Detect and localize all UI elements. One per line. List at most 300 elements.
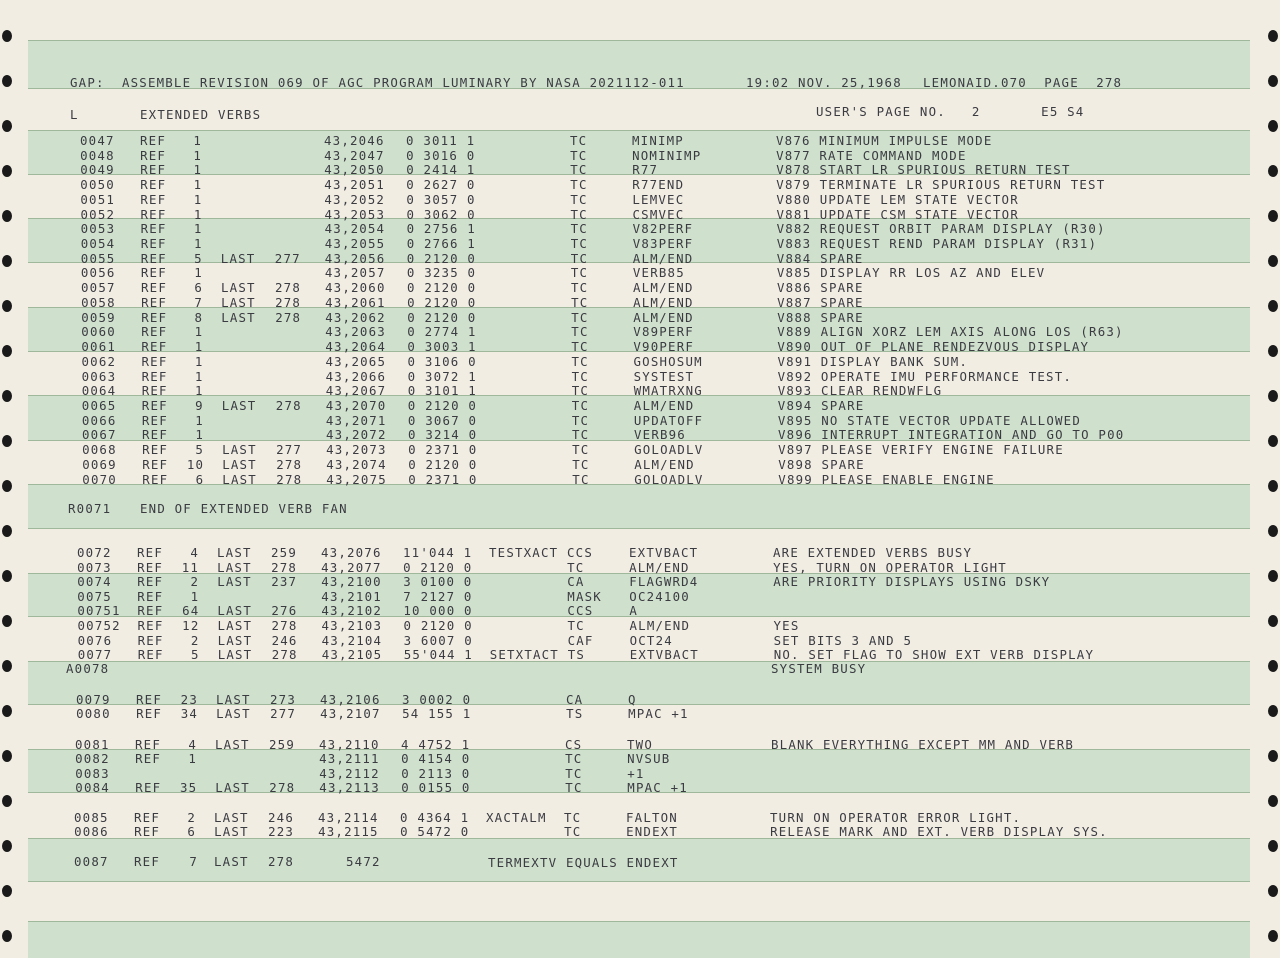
- memory-address: 43,2101: [321, 589, 382, 604]
- comment: V881 UPDATE CSM STATE VECTOR: [776, 207, 1019, 222]
- listing-line-number: 0063: [81, 369, 117, 384]
- listing-line-number: 0079: [76, 692, 111, 707]
- octal-word: 4 4752 1: [401, 737, 471, 752]
- octal-word: 0 3057 0: [406, 192, 476, 207]
- memory-address: 43,2112: [319, 766, 380, 781]
- operand: R77: [632, 162, 659, 177]
- opcode: TC: [570, 265, 589, 280]
- last-label: LAST: [222, 472, 257, 487]
- memory-address: 43,2073: [326, 442, 387, 457]
- tractor-hole: [1268, 435, 1278, 447]
- operand: SYSTEST: [633, 369, 695, 384]
- octal-word: 0 2766 1: [406, 236, 476, 251]
- ref-label: REF: [140, 133, 166, 148]
- listing-line-number: 0075: [77, 589, 112, 604]
- memory-address: 43,2107: [320, 706, 381, 721]
- opcode: TC: [570, 148, 588, 163]
- operand: ALM/END: [634, 457, 695, 472]
- last-label: LAST: [217, 603, 253, 618]
- octal-word: 0 3062 0: [406, 207, 476, 222]
- operand: GOLOADLV: [634, 442, 704, 457]
- octal-word: 7 2127 0: [403, 589, 473, 604]
- memory-address: 43,2072: [326, 427, 387, 442]
- memory-address: 43,2114: [318, 810, 379, 825]
- tractor-hole: [2, 255, 12, 267]
- opcode: TC: [571, 280, 589, 295]
- last-label: LAST: [221, 280, 256, 295]
- listing-line-number: 0060: [81, 324, 116, 339]
- green-stripe: [28, 921, 1250, 958]
- octal-word: 0 2120 0: [407, 280, 477, 295]
- last-page: 276: [271, 603, 298, 618]
- ref-label: REF: [142, 427, 168, 442]
- tractor-hole: [1268, 930, 1278, 942]
- octal-word: 0 2120 0: [403, 618, 473, 633]
- opcode: TC: [567, 618, 585, 633]
- comment: BLANK EVERYTHING EXCEPT MM AND VERB: [771, 737, 1075, 752]
- memory-address: 43,2074: [326, 457, 387, 472]
- listing-line-number: 0065: [81, 398, 117, 413]
- octal-word: 0 2371 0: [408, 472, 478, 487]
- listing-line-number: 0085: [74, 810, 109, 825]
- octal-word: 0 4154 0: [401, 751, 471, 766]
- opcode: TC: [570, 162, 588, 177]
- comment: V878 START LR SPURIOUS RETURN TEST: [776, 162, 1071, 177]
- tractor-hole: [2, 795, 12, 807]
- operand: CSMVEC: [632, 207, 685, 222]
- tractor-hole: [1268, 885, 1278, 897]
- memory-address: 43,2056: [324, 251, 386, 266]
- user-page-number: USER'S PAGE NO. 2 E5 S4: [816, 104, 1085, 119]
- last-label: LAST: [222, 442, 257, 457]
- ref-label: REF: [137, 545, 163, 560]
- ref-label: REF: [140, 265, 167, 280]
- operand: ALM/END: [629, 560, 690, 575]
- octal-word: 0 3106 0: [407, 354, 477, 369]
- tractor-hole: [2, 570, 12, 582]
- opcode: TC: [570, 177, 588, 192]
- listing-line-number: 0069: [82, 457, 117, 472]
- stripe-rule: [28, 40, 1250, 41]
- ref-count: 11: [181, 560, 200, 575]
- ref-label: REF: [136, 692, 162, 707]
- octal-word: 55'044 1: [403, 647, 473, 662]
- last-label: LAST: [216, 706, 251, 721]
- equate-statement: TERMEXTV EQUALS ENDEXT: [488, 855, 679, 870]
- tractor-hole: [1268, 795, 1278, 807]
- opcode: TC: [572, 472, 590, 487]
- operand: EXTVBACT: [629, 647, 699, 662]
- r0071-line-number: R0071: [68, 501, 112, 516]
- ref-label: REF: [137, 633, 164, 648]
- operand: NVSUB: [627, 751, 671, 766]
- comment: V897 PLEASE VERIFY ENGINE FAILURE: [778, 442, 1064, 457]
- octal-word: 3 0002 0: [402, 692, 472, 707]
- opcode: TC: [570, 192, 588, 207]
- last-page: 278: [276, 472, 303, 487]
- operand: LEMVEC: [632, 192, 685, 207]
- tractor-hole: [2, 750, 12, 762]
- opcode: TC: [571, 413, 590, 428]
- listing-line-number: 0064: [81, 383, 117, 398]
- opcode: TS: [567, 647, 586, 662]
- ref-count: 12: [182, 618, 200, 633]
- ref-count: 1: [193, 133, 202, 148]
- octal-word: 0 3072 1: [407, 369, 477, 384]
- listing-line-number: 0073: [77, 560, 112, 575]
- opcode: TC: [564, 810, 582, 825]
- listing-line-number: 0048: [80, 148, 115, 163]
- stripe-rule: [28, 130, 1250, 131]
- memory-address: 43,2077: [321, 560, 382, 575]
- opcode: TC: [570, 221, 588, 236]
- last-label: LAST: [217, 560, 252, 575]
- stripe-rule: [28, 704, 1250, 705]
- tractor-hole: [2, 480, 12, 492]
- memory-address: 43,2052: [324, 192, 386, 207]
- a0078-comment: SYSTEM BUSY: [771, 661, 867, 676]
- ref-label: REF: [135, 737, 161, 752]
- ref-count: 4: [188, 737, 197, 752]
- last-label: LAST: [217, 633, 253, 648]
- operand: VERB85: [632, 265, 685, 280]
- listing-line-number: 00751: [77, 603, 121, 618]
- ref-label: REF: [135, 780, 162, 795]
- memory-address: 43,2047: [324, 148, 385, 163]
- listing-line-number: 0076: [77, 633, 113, 648]
- listing-line-number: 0050: [80, 177, 115, 192]
- comment: V884 SPARE: [776, 251, 864, 266]
- ref-count: 1: [194, 354, 204, 369]
- memory-address: 43,2076: [321, 545, 382, 560]
- octal-word: 0 3101 1: [407, 383, 477, 398]
- ref-count: 1: [195, 383, 204, 398]
- r0071-remark: END OF EXTENDED VERB FAN: [140, 501, 348, 516]
- equate-value: 5472: [346, 854, 381, 869]
- last-label: LAST: [214, 824, 249, 839]
- last-label: LAST: [215, 780, 250, 795]
- last-page: 277: [270, 706, 297, 721]
- ref-count: 1: [193, 221, 203, 236]
- ref-label: REF: [140, 221, 167, 236]
- opcode: TC: [571, 369, 589, 384]
- tractor-hole: [1268, 615, 1278, 627]
- ref-count: 1: [194, 236, 203, 251]
- ref-label: REF: [137, 603, 164, 618]
- listing-line-number: 0068: [82, 442, 117, 457]
- ref-count: 4: [190, 545, 199, 560]
- stripe-rule: [28, 881, 1250, 882]
- ref-label: REF: [141, 369, 168, 384]
- comment: V887 SPARE: [777, 295, 864, 310]
- ref-label: REF: [134, 810, 160, 825]
- opcode: CA: [566, 692, 584, 707]
- octal-word: 0 3067 0: [407, 413, 478, 428]
- opcode: CCS: [567, 603, 594, 618]
- listing-line-number: 0047: [80, 133, 115, 148]
- octal-word: 0 2756 1: [406, 221, 476, 236]
- memory-address: 43,2111: [319, 751, 380, 766]
- octal-word: 0 2120 0: [407, 398, 478, 413]
- section-title: EXTENDED VERBS: [140, 107, 262, 122]
- ref-count: 1: [194, 369, 204, 384]
- comment: NO. SET FLAG TO SHOW EXT VERB DISPLAY: [773, 647, 1095, 662]
- ref-count: 34: [180, 706, 199, 721]
- ref-count: 2: [190, 574, 200, 589]
- ref-label: REF: [142, 442, 169, 457]
- opcode: TC: [571, 383, 590, 398]
- operand: V82PERF: [632, 221, 694, 236]
- tractor-hole: [2, 300, 12, 312]
- last-label: LAST: [214, 854, 249, 869]
- opcode: CAF: [567, 633, 594, 648]
- operand: WMATRXNG: [633, 383, 703, 398]
- ref-count: 2: [187, 810, 196, 825]
- listing-line-number: 0053: [80, 221, 116, 236]
- last-page: 278: [275, 310, 302, 325]
- listing-line-number: 0066: [81, 413, 117, 428]
- symbol-label: TESTXACT: [489, 545, 559, 560]
- listing-line-number: 0077: [77, 647, 113, 662]
- last-page: 278: [275, 280, 301, 295]
- comment: V891 DISPLAY BANK SUM.: [777, 354, 969, 369]
- operand: GOSHOSUM: [633, 354, 703, 369]
- tractor-hole: [2, 615, 12, 627]
- a0078-line-number: A0078: [66, 661, 110, 676]
- ref-label: REF: [140, 148, 167, 163]
- comment: V879 TERMINATE LR SPURIOUS RETURN TEST: [776, 177, 1106, 192]
- memory-address: 43,2115: [318, 824, 379, 839]
- opcode: TC: [570, 251, 589, 266]
- operand: NOMINIMP: [632, 148, 702, 163]
- memory-address: 43,2063: [325, 324, 386, 339]
- memory-address: 43,2106: [320, 692, 381, 707]
- octal-word: 0 2120 0: [407, 310, 477, 325]
- ref-count: 1: [193, 192, 203, 207]
- opcode: TC: [570, 133, 588, 148]
- comment: V889 ALIGN XORZ LEM AXIS ALONG LOS (R63): [777, 324, 1124, 339]
- listing-line-number: 0083: [75, 766, 110, 781]
- opcode: TC: [564, 824, 582, 839]
- operand: ALM/END: [633, 280, 694, 295]
- comment: V876 MINIMUM IMPULSE MODE: [776, 133, 993, 148]
- tractor-hole: [1268, 840, 1278, 852]
- ref-label: REF: [142, 472, 169, 487]
- listing-line-number: 0080: [76, 706, 111, 721]
- last-label: LAST: [220, 251, 256, 266]
- octal-word: 0 2113 0: [401, 766, 471, 781]
- memory-address: 43,2060: [325, 280, 386, 295]
- last-page: 278: [268, 854, 294, 869]
- last-label: LAST: [217, 574, 252, 589]
- stripe-rule: [28, 921, 1250, 922]
- memory-address: 43,2103: [321, 618, 383, 633]
- ref-count: 23: [180, 692, 198, 707]
- operand: Q: [628, 692, 637, 707]
- operand: V90PERF: [633, 339, 695, 354]
- operand: R77END: [632, 177, 685, 192]
- operand: MPAC +1: [627, 780, 688, 795]
- last-page: 278: [276, 457, 303, 472]
- ref-count: 6: [195, 472, 205, 487]
- comment: V890 OUT OF PLANE RENDEZVOUS DISPLAY: [777, 339, 1090, 354]
- ref-label: REF: [141, 354, 168, 369]
- tractor-hole: [2, 705, 12, 717]
- opcode: TC: [570, 207, 588, 222]
- operand: EXTVBACT: [629, 545, 699, 560]
- ref-label: REF: [140, 251, 167, 266]
- memory-address: 43,2065: [325, 354, 387, 369]
- right-tractor-holes: [1250, 0, 1280, 958]
- octal-word: 0 2120 0: [408, 457, 478, 472]
- operand: ALM/END: [633, 310, 694, 325]
- last-label: LAST: [214, 810, 249, 825]
- memory-address: 43,2104: [321, 633, 383, 648]
- tractor-hole: [2, 435, 12, 447]
- opcode: TC: [571, 398, 590, 413]
- opcode: CS: [565, 737, 583, 752]
- octal-word: 10 000 0: [403, 603, 473, 618]
- ref-count: 7: [194, 295, 204, 310]
- opcode: TC: [572, 442, 590, 457]
- ref-label: REF: [137, 560, 164, 575]
- operand: V89PERF: [633, 324, 694, 339]
- operand: ALM/END: [629, 618, 691, 633]
- memory-address: 43,2067: [325, 383, 387, 398]
- octal-word: 0 3214 0: [408, 427, 478, 442]
- last-page: 278: [275, 398, 302, 413]
- listing-line-number: 0051: [80, 192, 116, 207]
- tractor-hole: [1268, 570, 1278, 582]
- listing-line-number: 0086: [74, 824, 109, 839]
- memory-address: 43,2061: [325, 295, 386, 310]
- comment: V882 REQUEST ORBIT PARAM DISPLAY (R30): [776, 221, 1106, 236]
- operand: VERB96: [634, 427, 686, 442]
- ref-label: REF: [136, 706, 163, 721]
- comment: V880 UPDATE LEM STATE VECTOR: [776, 192, 1019, 207]
- listing-line-number: 00752: [77, 618, 121, 633]
- ref-count: 2: [190, 633, 200, 648]
- comment: SET BITS 3 AND 5: [773, 633, 913, 648]
- last-label: LAST: [215, 737, 250, 752]
- memory-address: 43,2046: [324, 133, 385, 148]
- opcode: TC: [571, 324, 589, 339]
- listing-line-number: 0055: [80, 251, 116, 266]
- opcode: TC: [571, 339, 589, 354]
- listing-line-number: 0049: [80, 162, 115, 177]
- tractor-hole: [2, 840, 12, 852]
- comment: ARE PRIORITY DISPLAYS USING DSKY: [773, 574, 1051, 589]
- last-label: LAST: [217, 647, 253, 662]
- tractor-hole: [2, 30, 12, 42]
- octal-word: 0 3011 1: [406, 133, 476, 148]
- operand: MPAC +1: [628, 706, 689, 721]
- tractor-hole: [1268, 210, 1278, 222]
- listing-line-number: 0072: [77, 545, 112, 560]
- last-page: 237: [271, 574, 298, 589]
- memory-address: 43,2064: [325, 339, 387, 354]
- comment: V895 NO STATE VECTOR UPDATE ALLOWED: [777, 413, 1081, 428]
- memory-address: 43,2113: [319, 780, 380, 795]
- memory-address: 43,2075: [326, 472, 387, 487]
- memory-address: 43,2050: [324, 162, 385, 177]
- memory-address: 43,2070: [325, 398, 387, 413]
- octal-word: 0 3235 0: [406, 265, 477, 280]
- comment: YES: [773, 618, 800, 633]
- header-title-right: LEMONAID.070 PAGE 278: [923, 75, 1123, 90]
- tractor-hole: [1268, 30, 1278, 42]
- memory-address: 43,2054: [324, 221, 386, 236]
- symbol-label: SETXTACT: [489, 647, 559, 662]
- ref-label: REF: [137, 647, 164, 662]
- opcode: TC: [571, 310, 589, 325]
- ref-label: REF: [137, 618, 164, 633]
- last-page: 246: [271, 633, 298, 648]
- octal-word: 11'044 1: [403, 545, 473, 560]
- ref-count: 5: [194, 251, 203, 266]
- octal-word: 0 2627 0: [406, 177, 476, 192]
- ref-label: REF: [141, 295, 168, 310]
- ref-label: REF: [141, 398, 168, 413]
- comment: RELEASE MARK AND EXT. VERB DISPLAY SYS.: [770, 824, 1108, 839]
- tractor-hole: [1268, 705, 1278, 717]
- ref-count: 8: [194, 310, 204, 325]
- ref-label: REF: [142, 457, 169, 472]
- memory-address: 43,2066: [325, 369, 387, 384]
- operand: FALTON: [626, 810, 678, 825]
- memory-address: 43,2102: [321, 603, 383, 618]
- ref-count: 6: [194, 280, 203, 295]
- last-page: 278: [271, 560, 298, 575]
- operand: MINIMP: [632, 133, 684, 148]
- octal-word: 0 2120 0: [407, 295, 477, 310]
- ref-label: REF: [141, 280, 167, 295]
- comment: TURN ON OPERATOR ERROR LIGHT.: [770, 810, 1022, 825]
- tractor-hole: [1268, 255, 1278, 267]
- stripe-rule: [28, 528, 1250, 529]
- octal-word: 0 2120 0: [406, 251, 477, 266]
- operand: GOLOADLV: [634, 472, 704, 487]
- opcode: CA: [567, 574, 585, 589]
- ref-count: 1: [195, 413, 204, 428]
- left-tractor-holes: [0, 0, 30, 958]
- listing-line-number: 0067: [82, 427, 117, 442]
- ref-count: 35: [179, 780, 198, 795]
- opcode: TC: [565, 780, 583, 795]
- header-line1: GAP: ASSEMBLE REVISION 069 OF AGC PROGRAM LUMINARY BY NASA 2021112-011: [70, 75, 685, 90]
- tractor-hole: [1268, 480, 1278, 492]
- tractor-hole: [2, 165, 12, 177]
- octal-word: 3 0100 0: [403, 574, 473, 589]
- listing-line-number: 0056: [80, 265, 116, 280]
- last-page: 278: [271, 647, 298, 662]
- last-page: 278: [269, 780, 296, 795]
- last-label: LAST: [217, 545, 252, 560]
- comment: V888 SPARE: [777, 310, 864, 325]
- ref-label: REF: [141, 383, 168, 398]
- opcode: TC: [570, 236, 589, 251]
- comment: V893 CLEAR RENDWFLG: [777, 383, 943, 398]
- listing-line-number: 0059: [81, 310, 116, 325]
- octal-word: 0 2774 1: [407, 324, 477, 339]
- last-page: 278: [275, 295, 302, 310]
- memory-address: 43,2057: [324, 265, 386, 280]
- memory-address: 43,2062: [325, 310, 386, 325]
- operand: ALM/END: [633, 295, 694, 310]
- octal-word: 0 3003 1: [407, 339, 477, 354]
- ref-label: REF: [140, 162, 167, 177]
- ref-label: REF: [141, 324, 168, 339]
